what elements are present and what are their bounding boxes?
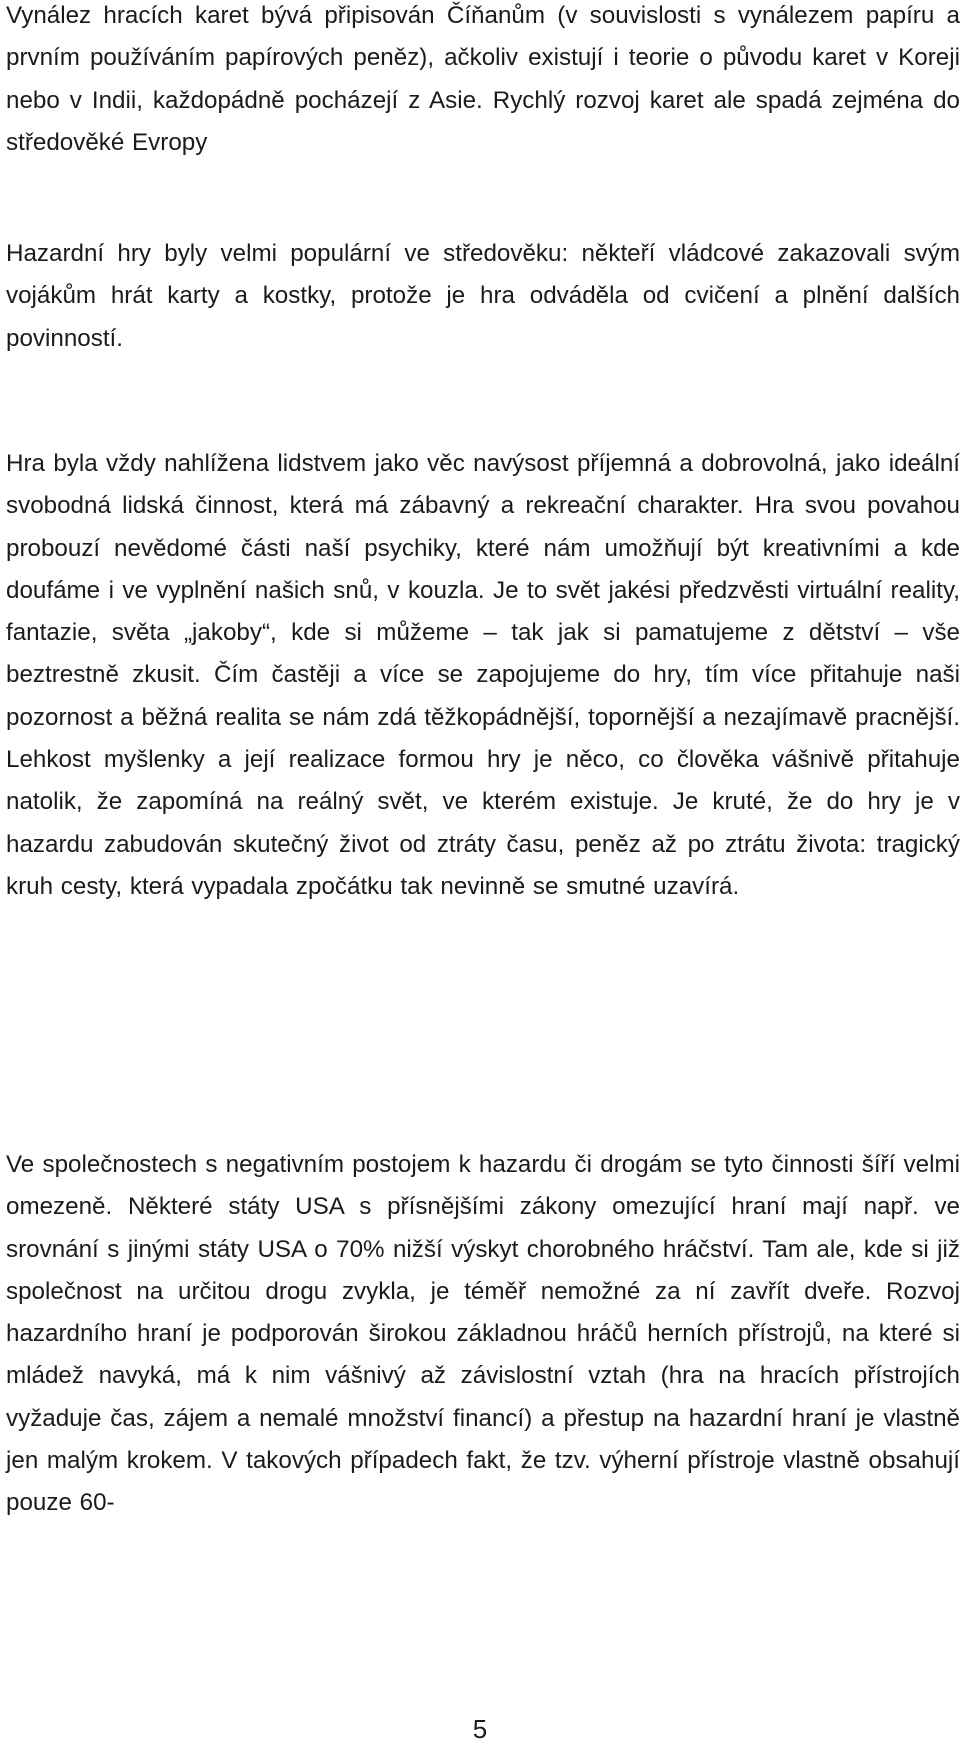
paragraph-medieval-gambling: Hazardní hry byly velmi populární ve středověku: někteří vládcové zakazovali svým vojákům hrát karty a kostky, protože je hra odváděla od cvičení a plnění dalších povinností. <box>6 240 960 352</box>
paragraph-societal-attitudes: Ve společnostech s negativním postojem k hazardu či drogám se tyto činnosti šíří velmi omezeně. Některé státy USA s přísnějšími zákony omezující hraní mají např. ve srovnání s jinými státy USA o 70% nižší výskyt chorobného hráčství. Tam ale, kde si již společnost na určitou drogu zvykla, je téměř nemožné za ní zavřít dveře. Rozvoj hazardního hraní je podporován širokou základnou hráčů herních přístrojů, na které si mládež navyká, má k nim vášnivý až závislostní vztah (hra na hracích přístrojích vyžaduje čas, zájem a nemalé množství financí) a přestup na hazardní hraní je vlastně jen malým krokem. V takových případech fakt, že tzv. výherní přístroje vlastně obsahují pouze 60- <box>6 1151 960 1517</box>
page-number: 5 <box>472 1714 488 1744</box>
paragraph-card-origins: Vynález hracích karet bývá připisován Číňanům (v souvislosti s vynálezem papíru a prvním používáním papírových peněz), ačkoliv existují i teorie o původu karet v Koreji nebo v Indii, každopádně pocházejí z Asie. Rychlý rozvoj karet ale spadá zejména do středověké Evropy <box>6 2 960 156</box>
paragraph-nature-of-play: Hra byla vždy nahlížena lidstvem jako věc navýsost příjemná a dobrovolná, jako ideální svobodná lidská činnost, která má zábavný a rekreační charakter. Hra svou povahou probouzí nevědomé části naší psychiky, které nám umožňují být kreativními a kde doufáme i ve vyplnění našich snů, v kouzla. Je to svět jakési předzvěsti virtuální reality, fantazie, světa „jakoby“, kde si můžeme – tak jak si pamatujeme z dětství – vše beztrestně zkusit. Čím častěji a více se zapojujeme do hry, tím více přitahuje naši pozornost a běžná realita se nám zdá těžkopádnější, topornější a nezajímavě pracnější. Lehkost myšlenky a její realizace formou hry je něco, co člověka vášnivě přitahuje natolik, že zapomíná na reálný svět, ve kterém existuje. Je kruté, že do hry je v hazardu zabudován skutečný život od ztráty času, peněz až po ztrátu života: tragický kruh cesty, která vypadala zpočátku tak nevinně se smutné uzavírá. <box>6 450 960 900</box>
